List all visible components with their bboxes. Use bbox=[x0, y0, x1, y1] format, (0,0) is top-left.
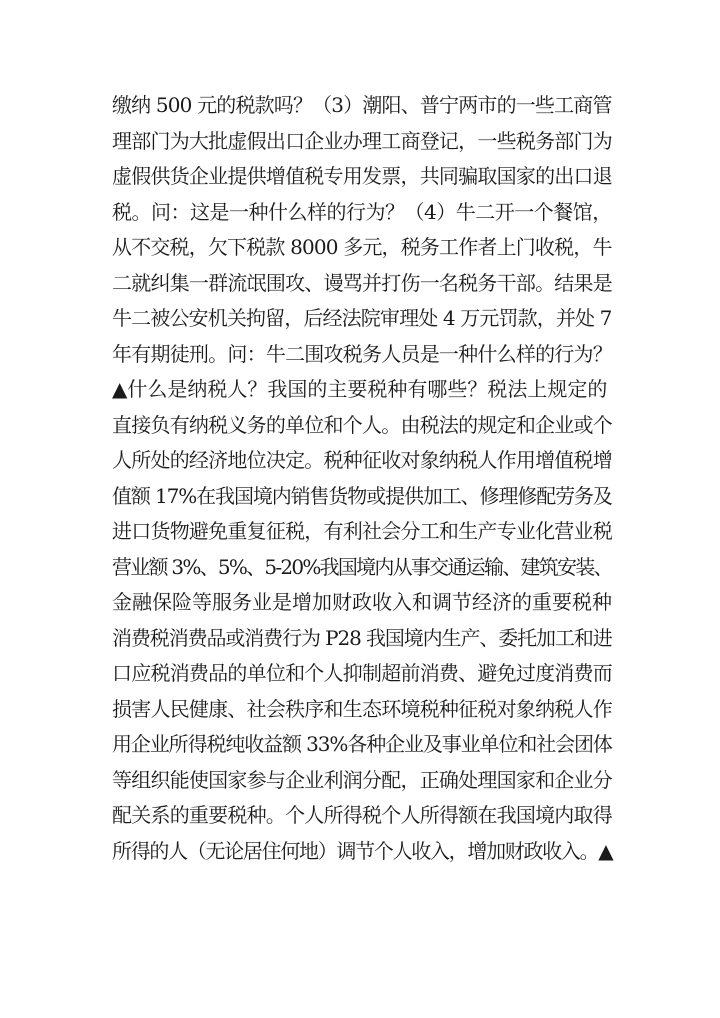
text-line: 人所处的经济地位决定。税种征收对象纳税人作用增值税增 bbox=[112, 448, 612, 472]
text-line: 配关系的重要税种。个人所得税个人所得额在我国境内取得 bbox=[112, 803, 612, 827]
text-line: 牛二被公安机关拘留，后经法院审理处 4 万元罚款，并处 7 bbox=[112, 306, 612, 330]
text-line: 理部门为大批虚假出口企业办理工商登记，一些税务部门为 bbox=[112, 128, 612, 153]
text-line: 二就纠集一群流氓围攻、谩骂并打伤一名税务干部。结果是 bbox=[112, 270, 612, 295]
text-line: ▲什么是纳税人？我国的主要税种有哪些？税法上规定的 bbox=[112, 377, 608, 401]
text-line: 年有期徒刑。问：牛二围攻税务人员是一种什么样的行为？ bbox=[112, 341, 612, 366]
text-line: 从不交税，欠下税款 8000 多元，税务工作者上门收税，牛 bbox=[112, 235, 612, 259]
text-line: 直接负有纳税义务的单位和个人。由税法的规定和企业或个 bbox=[112, 412, 612, 437]
text-line: 等组织能使国家参与企业利润分配，正确处理国家和企业分 bbox=[112, 767, 612, 792]
text-line: 进口货物避免重复征税，有利社会分工和生产专业化营业税 bbox=[112, 519, 612, 543]
text-line: 损害人民健康、社会秩序和生态环境税种征税对象纳税人作 bbox=[112, 696, 612, 721]
text-line: 营业额 3%、5%、5-20%我国境内从事交通运输、建筑安装、 bbox=[112, 554, 612, 579]
text-line: 口应税消费品的单位和个人抑制超前消费、避免过度消费而 bbox=[112, 661, 612, 685]
body-text bbox=[112, 88, 612, 869]
text-line: 用企业所得税纯收益额 33%各种企业及事业单位和社会团体 bbox=[112, 732, 612, 756]
text-line: 值额 17%在我国境内销售货物或提供加工、修理修配劳务及 bbox=[112, 483, 612, 508]
text-line: 缴纳 500 元的税款吗？（3）潮阳、普宁两市的一些工商管 bbox=[112, 93, 612, 117]
text-line: 所得的人（无论居住何地）调节个人收入，增加财政收入。▲ bbox=[112, 838, 613, 863]
text-line: 税。问：这是一种什么样的行为？（4）牛二开一个餐馆， bbox=[112, 199, 612, 224]
text-line: 虚假供货企业提供增值税专用发票，共同骗取国家的出口退 bbox=[112, 164, 612, 188]
text-line: 消费税消费品或消费行为 P28 我国境内生产、委托加工和进 bbox=[112, 625, 612, 650]
text-line: 金融保险等服务业是增加财政收入和调节经济的重要税种 bbox=[112, 590, 612, 614]
